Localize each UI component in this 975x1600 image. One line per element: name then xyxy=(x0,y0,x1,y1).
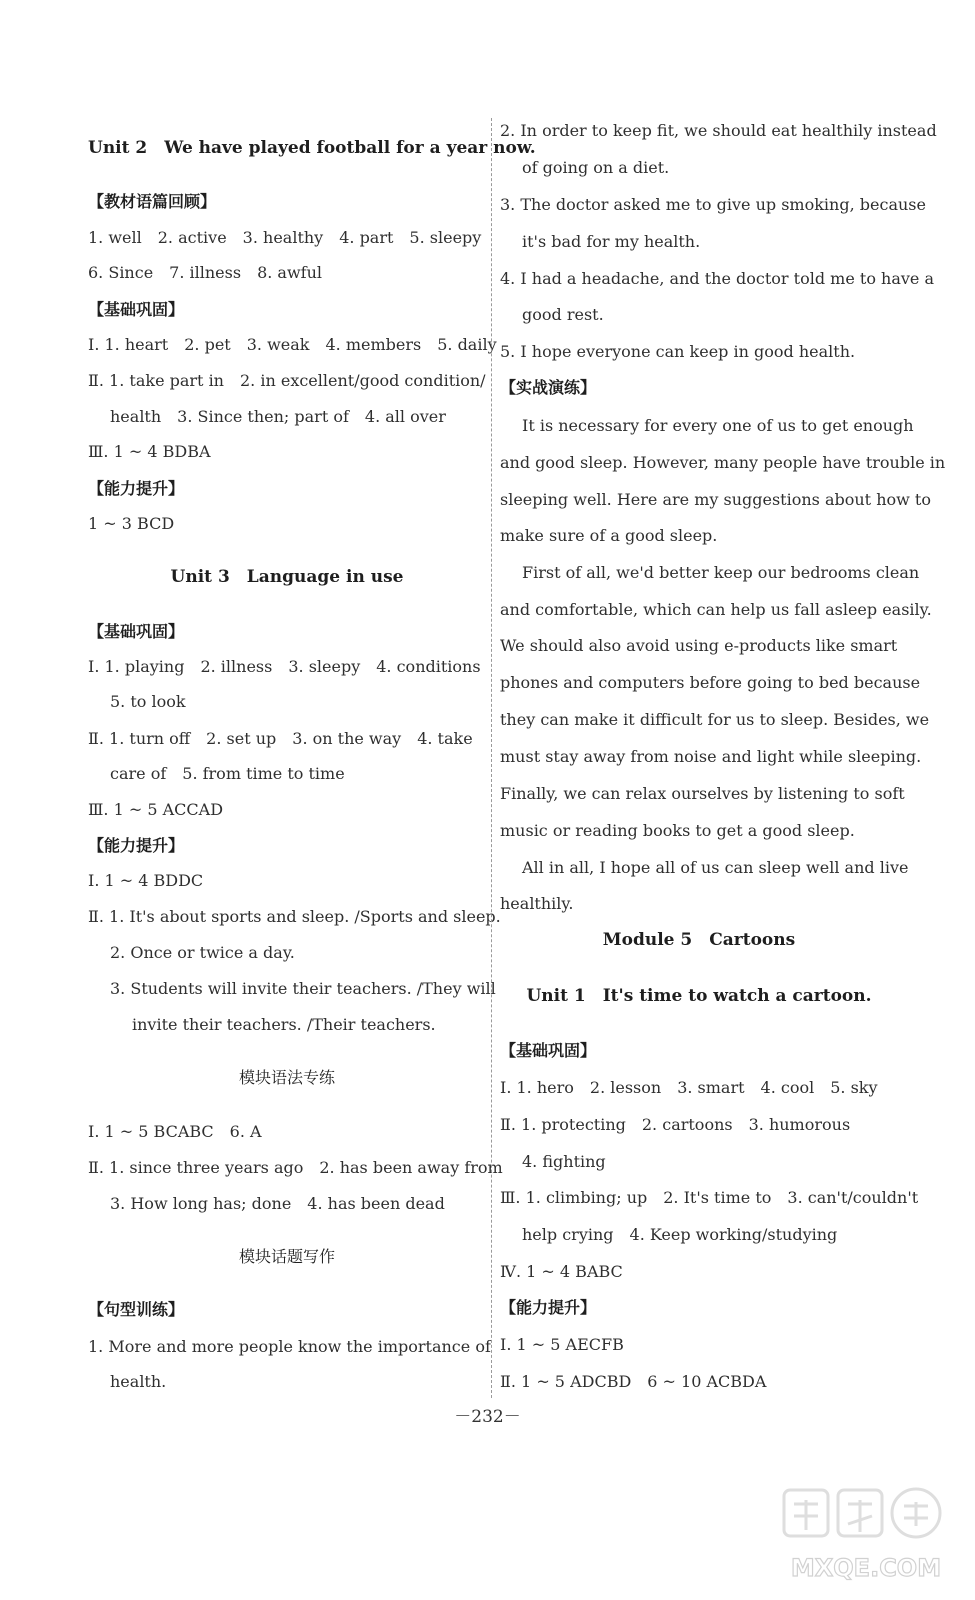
unit-3-title: Unit 3 Language in use xyxy=(170,567,404,587)
answer-line: it's bad for my health. xyxy=(522,232,701,251)
module-5-title: Module 5 Cartoons xyxy=(602,930,796,950)
answer-line: 2. Once or twice a day. xyxy=(110,943,295,962)
answer-line: help crying 4. Keep working/studying xyxy=(522,1225,838,1244)
section-header-basic-consolidation: 【基础巩固】 xyxy=(88,622,185,641)
essay-line: All in all, I hope all of us can sleep well and live xyxy=(522,858,909,877)
essay-line: Finally, we can relax ourselves by listening to soft xyxy=(500,784,905,803)
answer-line: 3. How long has; done 4. has been dead xyxy=(110,1194,445,1213)
answer-line: Ⅱ. 1. turn off 2. set up 3. on the way 4. take xyxy=(88,729,473,748)
watermark-url: MXQE.COM xyxy=(790,1554,942,1582)
unit-1-title: Unit 1 It's time to watch a cartoon. xyxy=(526,986,872,1006)
section-header-sentence-training: 【句型训练】 xyxy=(88,1300,185,1319)
essay-line: It is necessary for every one of us to get enough xyxy=(522,416,914,435)
essay-line: healthily. xyxy=(500,894,574,913)
section-header-textbook-review: 【教材语篇回顾】 xyxy=(88,192,217,211)
answer-line: Ⅱ. 1 ~ 5 ADCBD 6 ~ 10 ACBDA xyxy=(500,1372,767,1391)
answer-line: care of 5. from time to time xyxy=(110,764,345,783)
answer-line: 4. I had a headache, and the doctor told me to have a xyxy=(500,269,935,288)
section-header-basic-consolidation: 【基础巩固】 xyxy=(500,1041,597,1060)
answer-line: Ⅱ. 1. protecting 2. cartoons 3. humorous xyxy=(500,1115,851,1134)
essay-line: make sure of a good sleep. xyxy=(500,526,718,545)
essay-line: music or reading books to get a good sleep. xyxy=(500,821,855,840)
answer-line: Ⅰ. 1. hero 2. lesson 3. smart 4. cool 5. sky xyxy=(500,1078,878,1097)
watermark-icon xyxy=(776,1480,956,1590)
answer-line: Ⅰ. 1 ~ 5 BCABC 6. A xyxy=(88,1122,262,1141)
watermark-logo xyxy=(776,1480,956,1590)
essay-line: phones and computers before going to bed because xyxy=(500,673,921,692)
section-header-ability-improvement: 【能力提升】 xyxy=(88,836,185,855)
answer-line: 5. I hope everyone can keep in good health. xyxy=(500,342,856,361)
answer-line: Ⅰ. 1. heart 2. pet 3. weak 4. members 5. daily xyxy=(88,335,497,354)
answer-line: Ⅲ. 1 ~ 5 ACCAD xyxy=(88,800,224,819)
column-divider xyxy=(491,118,492,1398)
answer-line: 1. well 2. active 3. healthy 4. part 5. sleepy xyxy=(88,228,482,247)
answer-line: Ⅳ. 1 ~ 4 BABC xyxy=(500,1262,623,1281)
answer-line: Ⅱ. 1. take part in 2. in excellent/good condition/ xyxy=(88,371,486,390)
topic-writing-title: 模块话题写作 xyxy=(238,1247,335,1266)
answer-line: good rest. xyxy=(522,305,604,324)
essay-line: We should also avoid using e-products like smart xyxy=(500,636,898,655)
essay-line: First of all, we'd better keep our bedrooms clean xyxy=(522,563,920,582)
section-header-ability-improvement: 【能力提升】 xyxy=(500,1298,597,1317)
answer-line: 3. The doctor asked me to give up smoking, because xyxy=(500,195,926,214)
section-header-practical-exercise: 【实战演练】 xyxy=(500,378,597,397)
answer-line: Ⅱ. 1. since three years ago 2. has been away from xyxy=(88,1158,503,1177)
essay-line: must stay away from noise and light while sleeping. xyxy=(500,747,922,766)
answer-line: Ⅲ. 1 ~ 4 BDBA xyxy=(88,442,211,461)
answer-line: invite their teachers. /Their teachers. xyxy=(132,1015,436,1034)
answer-line: 3. Students will invite their teachers. /They will xyxy=(110,979,496,998)
answer-line: health 3. Since then; part of 4. all over xyxy=(110,407,446,426)
answer-line: 4. fighting xyxy=(522,1152,606,1171)
section-header-basic-consolidation: 【基础巩固】 xyxy=(88,300,185,319)
answer-line: 6. Since 7. illness 8. awful xyxy=(88,263,322,282)
grammar-practice-title: 模块语法专练 xyxy=(238,1068,335,1087)
answer-line: 2. In order to keep fit, we should eat healthily instead xyxy=(500,121,937,140)
page-number: －232－ xyxy=(454,1407,521,1427)
essay-line: and comfortable, which can help us fall asleep easily. xyxy=(500,600,932,619)
answer-line: Ⅰ. 1 ~ 4 BDDC xyxy=(88,871,204,890)
answer-line: Ⅰ. 1 ~ 5 AECFB xyxy=(500,1335,624,1354)
answer-line: 5. to look xyxy=(110,692,186,711)
essay-line: sleeping well. Here are my suggestions about how to xyxy=(500,490,931,509)
answer-line: Ⅰ. 1. playing 2. illness 3. sleepy 4. conditions xyxy=(88,657,481,676)
essay-line: they can make it difficult for us to sleep. Besides, we xyxy=(500,710,930,729)
answer-line: 1 ~ 3 BCD xyxy=(88,514,175,533)
answer-line: Ⅲ. 1. climbing; up 2. It's time to 3. can't/couldn't xyxy=(500,1188,919,1207)
answer-line: of going on a diet. xyxy=(522,158,670,177)
answer-line: health. xyxy=(110,1372,167,1391)
essay-line: and good sleep. However, many people have trouble in xyxy=(500,453,946,472)
answer-line: Ⅱ. 1. It's about sports and sleep. /Sports and sleep. xyxy=(88,907,501,926)
section-header-ability-improvement: 【能力提升】 xyxy=(88,479,185,498)
unit-2-title: Unit 2 We have played football for a year now. xyxy=(88,138,536,158)
answer-line: 1. More and more people know the importance of xyxy=(88,1337,491,1356)
